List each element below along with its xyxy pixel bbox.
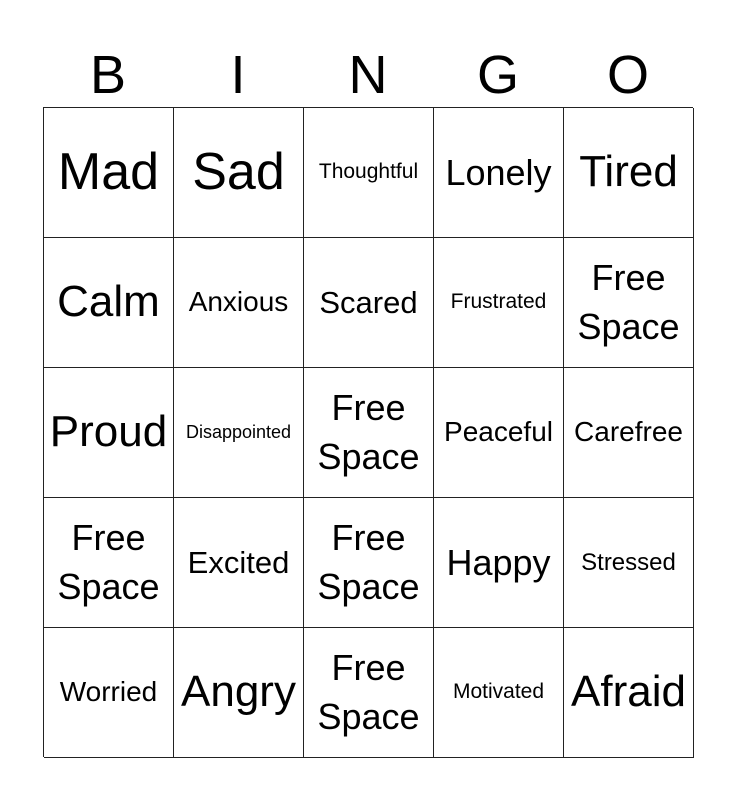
- free-space-cell[interactable]: Free Space: [304, 498, 434, 628]
- free-space-cell[interactable]: Free Space: [564, 238, 694, 368]
- bingo-cell[interactable]: Lonely: [434, 108, 564, 238]
- bingo-cell[interactable]: Disappointed: [174, 368, 304, 498]
- bingo-header: [43, 42, 693, 107]
- header-letter-b: B: [89, 44, 127, 105]
- free-space-cell[interactable]: Free Space: [304, 628, 434, 758]
- bingo-cell[interactable]: Peaceful: [434, 368, 564, 498]
- bingo-cell[interactable]: Carefree: [564, 368, 694, 498]
- bingo-cell[interactable]: Motivated: [434, 628, 564, 758]
- bingo-cell[interactable]: Angry: [174, 628, 304, 758]
- bingo-cell[interactable]: Tired: [564, 108, 694, 238]
- bingo-cell[interactable]: Afraid: [564, 628, 694, 758]
- bingo-cell[interactable]: Proud: [44, 368, 174, 498]
- header-letter-n: N: [348, 44, 388, 105]
- bingo-cell[interactable]: Worried: [44, 628, 174, 758]
- bingo-cell[interactable]: Excited: [174, 498, 304, 628]
- bingo-cell[interactable]: Calm: [44, 238, 174, 368]
- free-space-cell[interactable]: Free Space: [304, 368, 434, 498]
- bingo-cell[interactable]: Thoughtful: [304, 108, 434, 238]
- header-letter-o: O: [606, 44, 649, 105]
- header-letter-g: G: [476, 44, 519, 105]
- bingo-cell[interactable]: Frustrated: [434, 238, 564, 368]
- free-space-cell[interactable]: Free Space: [44, 498, 174, 628]
- bingo-cell[interactable]: Stressed: [564, 498, 694, 628]
- bingo-cell[interactable]: Anxious: [174, 238, 304, 368]
- header-letter-i: I: [230, 44, 246, 105]
- bingo-cell[interactable]: Sad: [174, 108, 304, 238]
- bingo-cell[interactable]: Happy: [434, 498, 564, 628]
- bingo-cell[interactable]: Scared: [304, 238, 434, 368]
- bingo-cell[interactable]: Mad: [44, 108, 174, 238]
- bingo-card-grid: [43, 107, 693, 757]
